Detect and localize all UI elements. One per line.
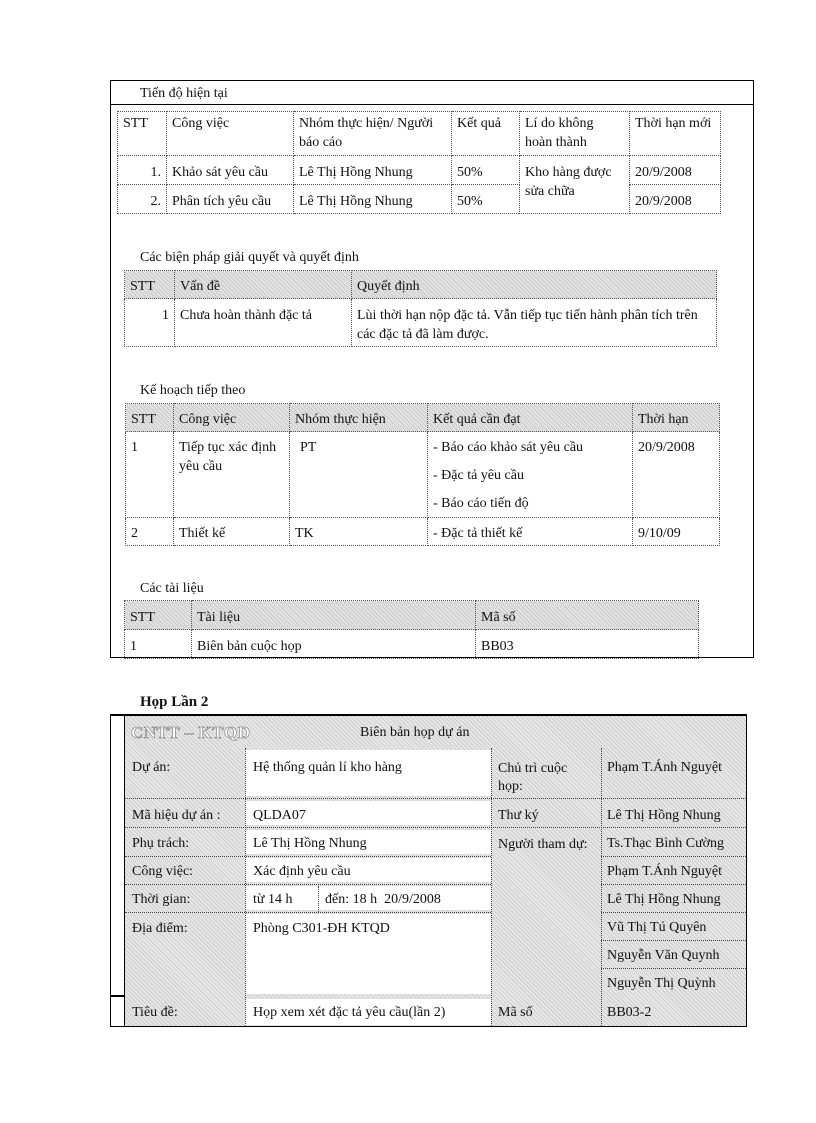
m2-place-value: Phòng C301-ĐH KTQD xyxy=(253,921,390,936)
m2-participant: Vũ Thị Tú Quyên xyxy=(607,920,707,935)
m2-sep xyxy=(601,912,746,913)
m2-chair-value: Phạm T.Ánh Nguyệt xyxy=(607,760,722,775)
table-row-decision: Lùi thời hạn nộp đặc tả. Vẫn tiếp tục tiến hành phân tích trên các đặc tả đã làm được. xyxy=(352,299,717,347)
progress-header-reason: Lí do không hoàn thành xyxy=(520,112,630,156)
progress-header-result: Kết quả xyxy=(452,112,520,156)
table-row-reason: Kho hàng được sửa chữa xyxy=(520,156,630,214)
documents-table xyxy=(124,600,699,659)
frame-right xyxy=(753,80,754,658)
m2-participant: Phạm T.Ánh Nguyệt xyxy=(607,864,722,879)
m2-place-label: Địa điểm: xyxy=(132,921,188,936)
m2-sep xyxy=(125,827,746,828)
progress-header-task: Công việc xyxy=(167,112,294,156)
table-row-person: Lê Thị Hồng Nhung xyxy=(294,156,452,185)
solutions-header-decision: Quyết định xyxy=(352,271,717,299)
table-row-stt: 1 xyxy=(125,299,175,347)
m2-logo: CNTT – KTQD xyxy=(131,723,251,742)
meeting2-heading: Họp Lần 2 xyxy=(140,694,209,710)
m2-subject-label: Tiêu đề: xyxy=(132,1005,178,1020)
table-row-team: PT xyxy=(290,432,428,518)
table-row-issue: Chưa hoàn thành đặc tả xyxy=(175,299,352,347)
progress-header-deadline: Thời hạn mới xyxy=(630,112,721,156)
plan-header-team: Nhóm thực hiện xyxy=(290,404,428,432)
m2-sep xyxy=(125,884,491,885)
m2-subject-value: Họp xem xét đặc tả yêu cầu(lần 2) xyxy=(253,1005,446,1020)
m2-sep xyxy=(125,798,746,799)
table-row-deadline: 20/9/2008 xyxy=(633,432,720,518)
m2-sep xyxy=(601,968,746,969)
m2-owner-value: Lê Thị Hồng Nhung xyxy=(253,836,367,851)
plan-header-task: Công việc xyxy=(174,404,290,432)
m2-sep xyxy=(245,748,246,1026)
table-row-deadline: 20/9/2008 xyxy=(630,185,721,214)
table-row-task: Thiết kế xyxy=(174,518,290,546)
m2-project-label: Dự án: xyxy=(132,760,171,775)
m2-work-label: Công việc: xyxy=(132,864,194,879)
m2-frame-right xyxy=(746,714,747,1027)
m2-frame-bottom xyxy=(110,1026,747,1027)
table-row-result: 50% xyxy=(452,185,520,214)
documents-header-code: Mã số xyxy=(476,601,699,630)
result-item: - Báo cáo tiến độ xyxy=(433,496,529,511)
plan-header-results: Kết quả cần đạt xyxy=(428,404,633,432)
documents-header-stt: STT xyxy=(125,601,192,630)
m2-doc-title: Biên bản họp dự án xyxy=(360,725,470,740)
documents-header-name: Tài liệu xyxy=(192,601,476,630)
table-row-deadline: 9/10/09 xyxy=(633,518,720,546)
m2-participant: Lê Thị Hồng Nhung xyxy=(607,892,721,907)
solutions-table xyxy=(124,270,717,347)
progress-title: Tiến độ hiện tại xyxy=(140,86,228,101)
table-row-task: Phân tích yêu cầu xyxy=(167,185,294,214)
documents-title: Các tài liệu xyxy=(140,581,204,596)
m2-participants-label: Người tham dự: xyxy=(498,837,588,852)
table-row-deadline: 20/9/2008 xyxy=(630,156,721,185)
solutions-title: Các biện pháp giải quyết và quyết định xyxy=(140,250,359,265)
m2-code-label: Mã hiệu dự án : xyxy=(132,808,221,823)
progress-header-person: Nhóm thực hiện/ Người báo cáo xyxy=(294,112,452,156)
m2-owner-label: Phụ trách: xyxy=(132,836,190,851)
table-row-stt: 1 xyxy=(126,432,174,518)
m2-sep xyxy=(125,912,491,913)
m2-code-value: QLDA07 xyxy=(253,808,306,823)
m2-secretary-label: Thư ký xyxy=(498,808,539,823)
m2-work-value: Xác định yêu cầu xyxy=(253,864,351,879)
m2-sep xyxy=(601,940,746,941)
plan-title: Kế hoạch tiếp theo xyxy=(140,383,246,398)
title-underline xyxy=(110,104,754,105)
table-row-stt: 2. xyxy=(118,185,167,214)
table-row-name: Biên bản cuộc họp xyxy=(192,630,476,659)
m2-time-from: từ 14 h xyxy=(253,892,293,907)
m2-project-value: Hệ thống quản lí kho hàng xyxy=(253,760,402,775)
result-item: - Đặc tả yêu cầu xyxy=(433,468,524,483)
m2-sep xyxy=(601,856,746,857)
m2-docno-label: Mã số xyxy=(498,1005,533,1020)
m2-chair-label: Chủ trì cuộc họp: xyxy=(498,761,568,794)
m2-time-to: đến: 18 h 20/9/2008 xyxy=(325,892,441,907)
result-item: - Báo cáo khảo sát yêu cầu xyxy=(433,440,584,455)
plan-table xyxy=(125,403,720,546)
table-row-stt: 1 xyxy=(125,630,192,659)
m2-secretary-value: Lê Thị Hồng Nhung xyxy=(607,808,721,823)
m2-sep xyxy=(318,886,319,912)
plan-header-stt: STT xyxy=(126,404,174,432)
table-row-stt: 1. xyxy=(118,156,167,185)
m2-participant: Nguyễn Văn Quynh xyxy=(607,948,720,963)
m2-time-label: Thời gian: xyxy=(132,892,191,907)
progress-header-stt: STT xyxy=(118,112,167,156)
table-row-task: Tiếp tục xác định yêu cầu xyxy=(174,432,290,518)
frame-left xyxy=(110,80,111,658)
table-row-person: Lê Thị Hồng Nhung xyxy=(294,185,452,214)
m2-participant: Nguyễn Thị Quỳnh xyxy=(607,976,716,991)
table-row-code: BB03 xyxy=(476,630,699,659)
m2-participant: Ts.Thạc Bình Cường xyxy=(607,836,725,851)
table-row-results: - Đặc tả thiết kế xyxy=(428,518,633,546)
m2-sep xyxy=(125,856,491,857)
m2-docno-value: BB03-2 xyxy=(607,1005,652,1020)
progress-table xyxy=(117,111,721,214)
solutions-header-issue: Vấn đề xyxy=(175,271,352,299)
table-row-results xyxy=(428,432,633,518)
frame-top xyxy=(110,80,754,81)
table-row-task: Khảo sát yêu cầu xyxy=(167,156,294,185)
m2-sep xyxy=(601,748,602,1026)
m2-frame-left xyxy=(110,714,111,1027)
table-row-stt: 2 xyxy=(126,518,174,546)
m2-sep xyxy=(601,884,746,885)
solutions-header-stt: STT xyxy=(125,271,175,299)
plan-header-deadline: Thời hạn xyxy=(633,404,720,432)
table-row-result: 50% xyxy=(452,156,520,185)
m2-sep xyxy=(491,748,492,1026)
table-row-team: TK xyxy=(290,518,428,546)
